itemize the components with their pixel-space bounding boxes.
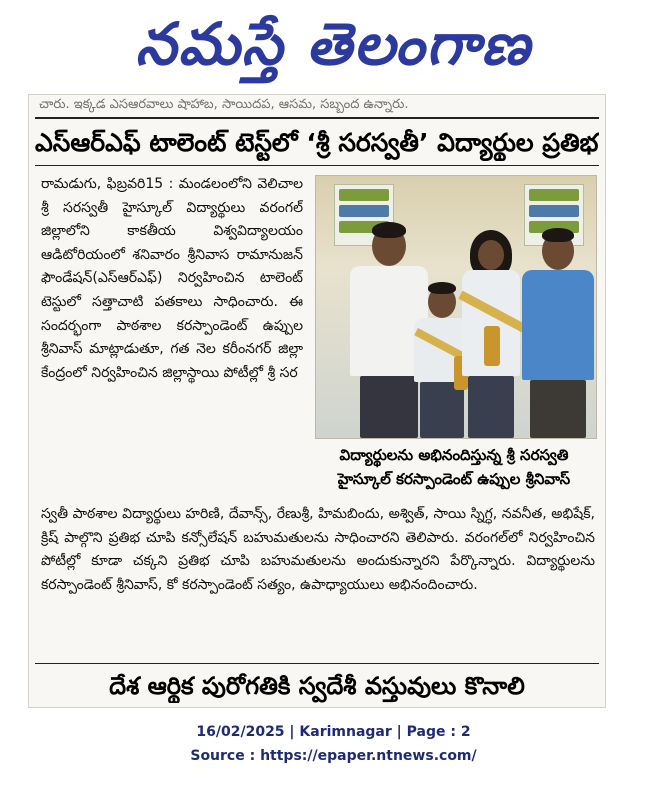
source-link[interactable]: Source : https://epaper.ntnews.com/ (190, 748, 477, 764)
article-body-left: రామడుగు, ఫిబ్రవరి15 : మండలంలోని వెలిచాల శ్రీ సరస్వతీ హైస్కూల్ విద్యార్థులు వరంగల్ జిల్లాలోని కాకతీయ విశ్వవిద్యాలయం ఆడిటోరియంలో శనివారం శ్రీనివాస రామానుజన్ ఫౌండేషన్(ఎస్ఆర్ఎఫ్) నిర్వహించిన టాలెంట్ టెస్టులో సత్తాచాటి పతకాలు సాధించారు. ఈ సందర్భంగా పాఠశాల కరస్పాండెంట్ ఉప్పుల శ్రీనివాస్ మాట్లాడుతూ, గత నెల కరీంనగర్ జిల్లా కేంద్రంలో నిర్వహించిన జిల్లాస్థాయి పోటీల్లో శ్రీ సర (41, 176, 303, 381)
divider (35, 117, 599, 119)
masthead (0, 0, 667, 92)
divider (35, 663, 599, 664)
previous-article-tail: చారు. ఇక్కడ ఎసఆరవాలు షాహాబ, సాయిదప, ఆసమ, సబ్బంద ఉన్నారు. (39, 97, 409, 112)
news-clipping (28, 94, 606, 708)
news-photo (315, 175, 597, 439)
divider (35, 165, 599, 166)
article-body-continued: స్వతీ పాఠశాల విద్యార్థులు హరిణి, దేవాన్స్, రేణుశ్రీ, హిమబిందు, అశ్విత్, సాయి స్నిగ్ధ, నవనీత, అభిషేక్, క్రిష్ పాల్గొని ప్రతిభ చూపి కన్సోలేషన్ బహుమతులను సాధించారని తెలిపారు. వరంగల్‌లో నిర్వహించిన పోటీల్లో కూడా చక్కని ప్రతిభ చూపి బహుమతులను అందుకున్నారని పేర్కొన్నారు. విద్యార్థులను కరస్పాండెంట్ శ్రీనివాస్, కో కరస్పాండెంట్ సత్యం, ఉపాధ్యాయులు అభినందించారు. (41, 506, 595, 593)
article-headline: ఎస్ఆర్ఎఫ్ టాలెంట్ టెస్ట్‌లో ‘శ్రీ సరస్వతీ’ విద్యార్థుల ప్రతిభ (35, 128, 599, 157)
photo-caption: విద్యార్థులను అభినందిస్తున్న శ్రీ సరస్వతి హైస్కూల్ కరస్పాండెంట్ ఉప్పుల శ్రీనివాస్ (337, 446, 571, 488)
newspaper-logo: నమస్తే తెలంగాణ (135, 10, 532, 78)
edition-info: 16/02/2025 | Karimnagar | Page : 2 (196, 724, 471, 740)
next-article-headline: దేశ ఆర్థిక పురోగతికి స్వదేశీ వస్తువులు కొనాలి (109, 672, 525, 700)
